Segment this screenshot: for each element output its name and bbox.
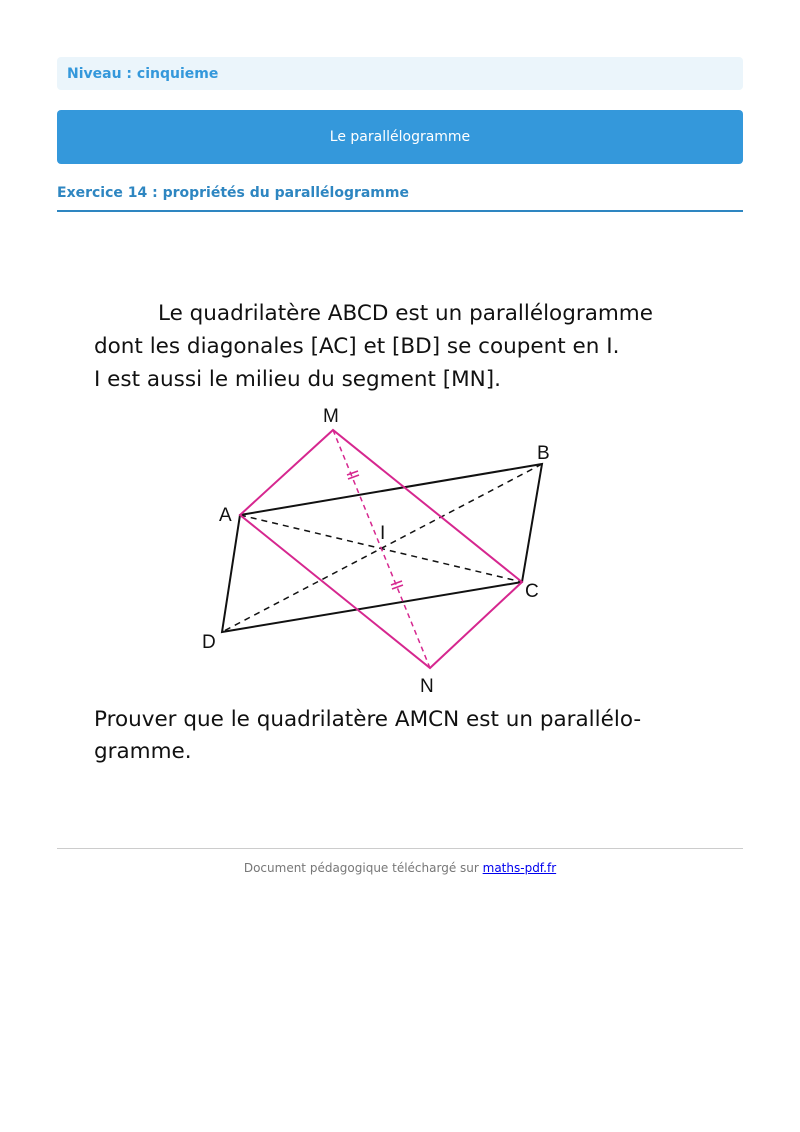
label-i: I	[380, 523, 386, 544]
question-line-2: gramme.	[94, 739, 192, 764]
footer-link[interactable]: maths-pdf.fr	[482, 861, 557, 875]
statement-line-3: I est aussi le milieu du segment [MN].	[94, 367, 501, 392]
exercise-title: Exercice 14 : propriétés du parallélogramme	[57, 185, 743, 212]
level-label: Niveau : cinquieme	[67, 65, 219, 82]
exercise-figure	[80, 290, 680, 770]
statement-line-2: dont les diagonales [AC] et [BD] se coupent en I.	[94, 334, 620, 359]
chapter-title: Le parallélogramme	[329, 129, 471, 145]
label-a: A	[219, 505, 232, 526]
level-box	[57, 57, 743, 90]
label-c: C	[525, 581, 539, 602]
label-m: M	[323, 406, 339, 427]
segment-mn	[333, 430, 430, 668]
footer-text: Document pédagogique téléchargé sur	[243, 861, 483, 875]
statement-line-1: Le quadrilatère ABCD est un parallélogramme	[158, 301, 653, 326]
geometry-figure	[80, 290, 680, 770]
label-d: D	[202, 632, 216, 653]
footer-divider	[57, 848, 743, 849]
chapter-banner	[57, 110, 743, 164]
diagonal-bd	[222, 464, 542, 632]
tick-marks-im	[347, 471, 359, 479]
tick-marks-in	[391, 581, 403, 589]
footer	[57, 861, 743, 875]
label-b: B	[537, 443, 550, 464]
question-line-1: Prouver que le quadrilatère AMCN est un parallélo-	[94, 707, 642, 732]
label-n: N	[420, 676, 434, 697]
